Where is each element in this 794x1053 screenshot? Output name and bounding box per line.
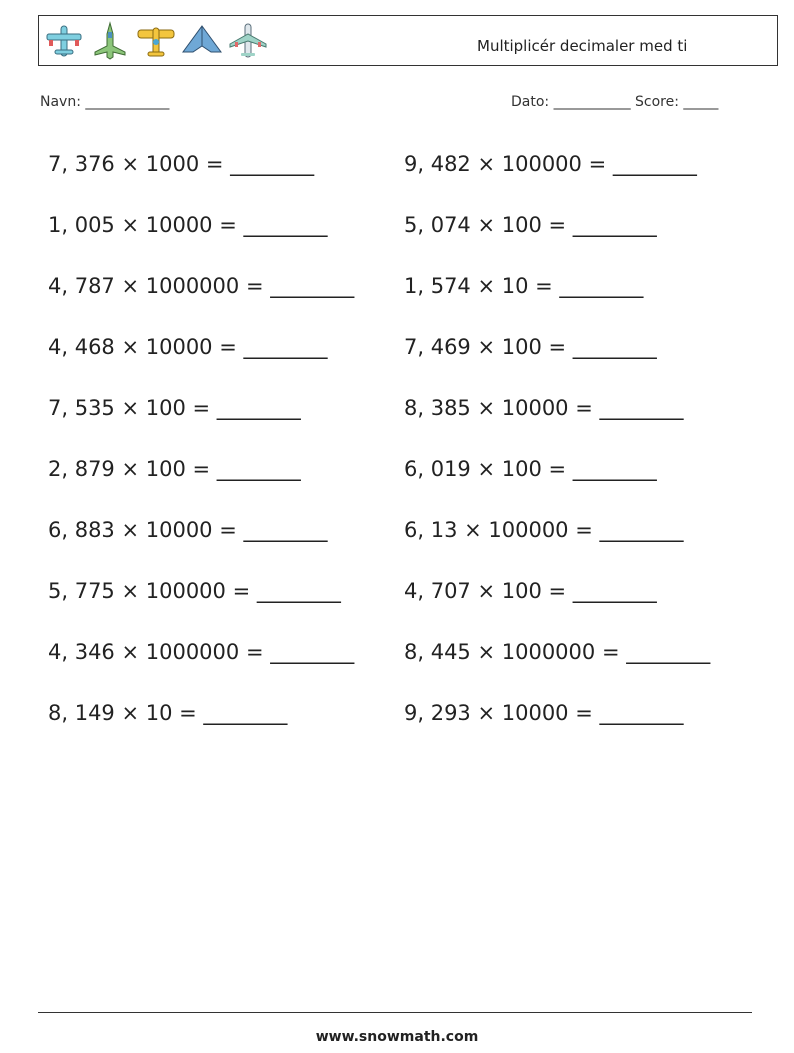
worksheet-header [38, 15, 778, 66]
problem-right-2: 5, 074 × 100 = ________ [404, 213, 657, 237]
problem-right-8: 4, 707 × 100 = ________ [404, 579, 657, 603]
problem-right-7: 6, 13 × 100000 = ________ [404, 518, 684, 542]
problem-left-1: 7, 376 × 1000 = ________ [48, 152, 315, 176]
problem-left-5: 7, 535 × 100 = ________ [48, 396, 301, 420]
worksheet-title: Multiplicér decimaler med ti [477, 37, 688, 55]
date-score-label: Dato: ___________ Score: _____ [511, 94, 719, 110]
problem-left-8: 5, 775 × 100000 = ________ [48, 579, 341, 603]
problem-right-6: 6, 019 × 100 = ________ [404, 457, 657, 481]
plane-icon [43, 20, 85, 62]
problem-right-3: 1, 574 × 10 = ________ [404, 274, 644, 298]
footer-divider [38, 1012, 752, 1013]
problem-left-4: 4, 468 × 10000 = ________ [48, 335, 328, 359]
footer-website: www.snowmath.com [315, 1029, 479, 1045]
problem-left-7: 6, 883 × 10000 = ________ [48, 518, 328, 542]
header-icons [43, 20, 269, 62]
fighter-jet-icon [89, 20, 131, 62]
problem-right-5: 8, 385 × 10000 = ________ [404, 396, 684, 420]
problem-right-4: 7, 469 × 100 = ________ [404, 335, 657, 359]
airliner-icon [227, 20, 269, 62]
problem-left-6: 2, 879 × 100 = ________ [48, 457, 301, 481]
problem-left-9: 4, 346 × 1000000 = ________ [48, 640, 355, 664]
problem-left-2: 1, 005 × 10000 = ________ [48, 213, 328, 237]
stealth-jet-icon [181, 20, 223, 62]
problem-right-1: 9, 482 × 100000 = ________ [404, 152, 697, 176]
name-field-label: Navn: ____________ [40, 94, 170, 110]
biplane-icon [135, 20, 177, 62]
problem-left-3: 4, 787 × 1000000 = ________ [48, 274, 355, 298]
problem-left-10: 8, 149 × 10 = ________ [48, 701, 288, 725]
problem-right-10: 9, 293 × 10000 = ________ [404, 701, 684, 725]
problem-right-9: 8, 445 × 1000000 = ________ [404, 640, 711, 664]
